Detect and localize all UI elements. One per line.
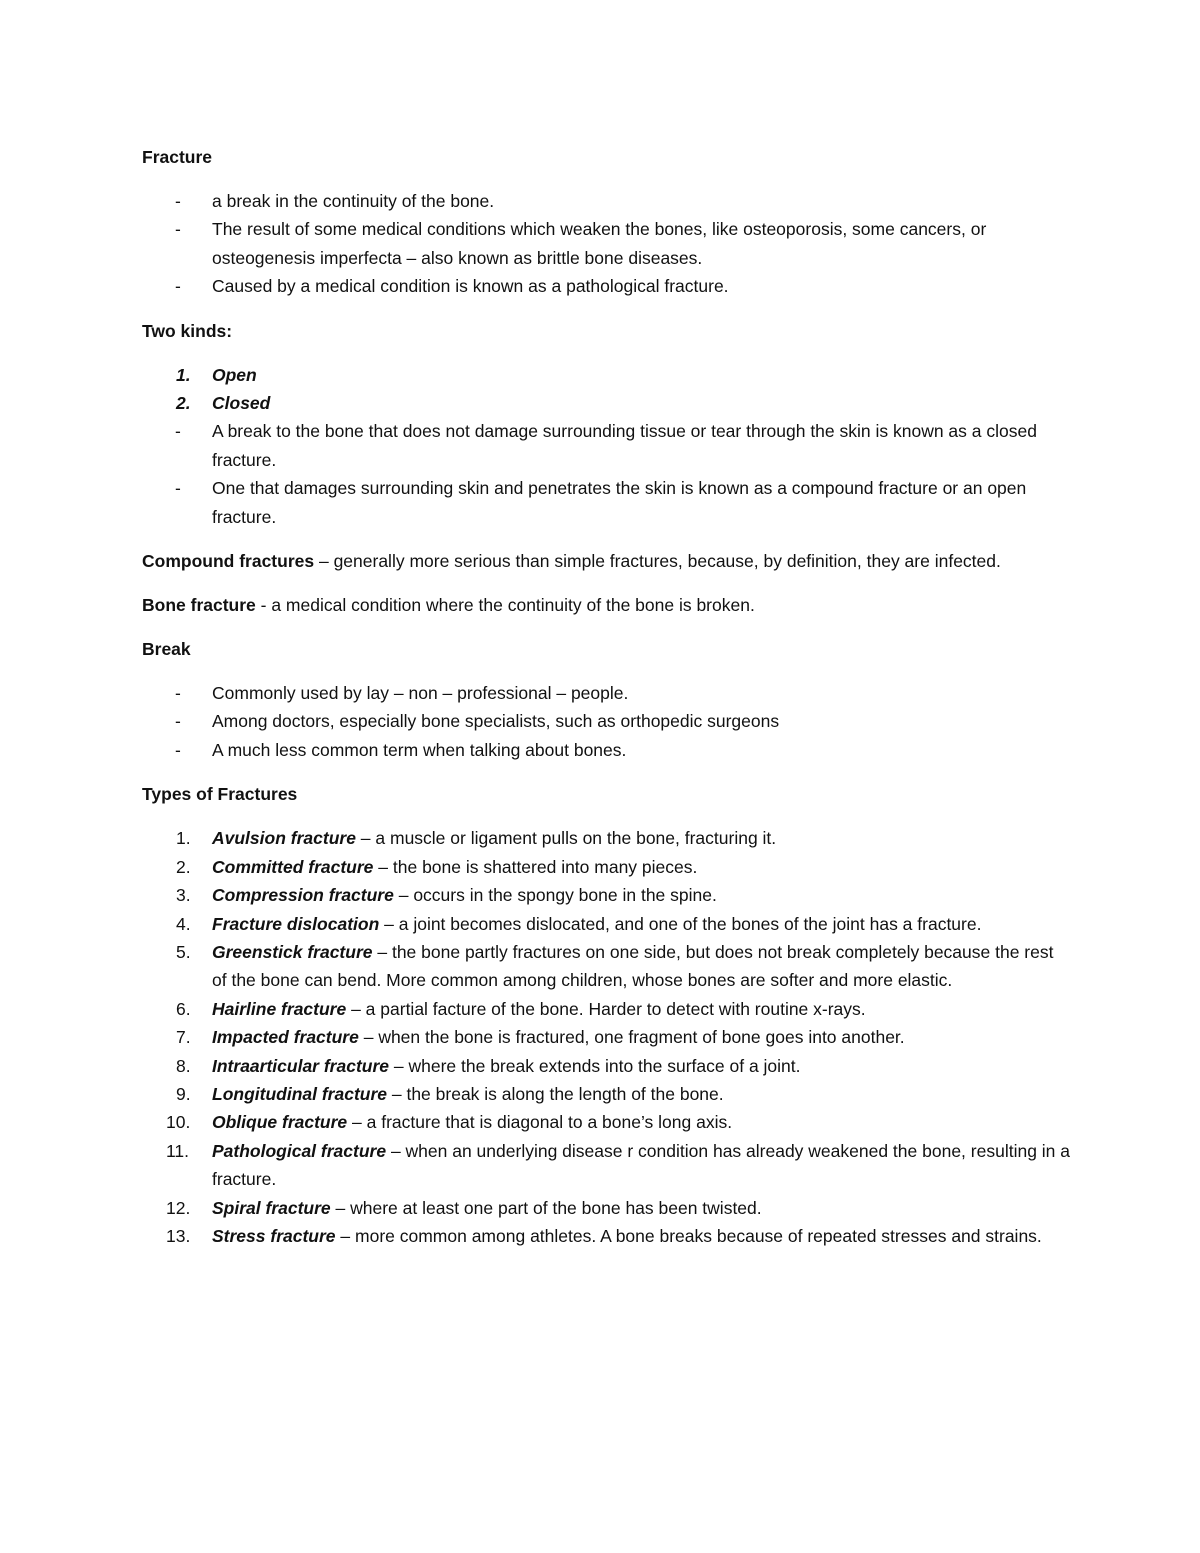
dash-marker: - — [175, 421, 181, 442]
bullet-item: - A break to the bone that does not damage surrounding tissue or tear through the skin is known as a closed fracture. — [142, 417, 1072, 474]
dash-marker: - — [175, 191, 181, 211]
bullet-item: - One that damages surrounding skin and penetrates the skin is known as a compound fracture or an open fracture. — [142, 474, 1072, 531]
bullet-item: - Among doctors, especially bone specialists, such as orthopedic surgeons — [142, 707, 1072, 735]
list-item: 12. Spiral fracture – where at least one part of the bone has been twisted. — [166, 1197, 762, 1218]
list-item: 8. Intraarticular fracture – where the break extends into the surface of a joint. — [176, 1055, 801, 1076]
list-item: 5. Greenstick fracture – the bone partly fractures on one side, but does not break completely because the rest of the bone can bend. More common among children, whose bones are softer and more elastic. — [176, 941, 1054, 991]
list-item: 1. Open — [176, 364, 257, 385]
bullet-item: - a break in the continuity of the bone. — [142, 187, 1072, 215]
bone-fracture-paragraph: Bone fracture - a medical condition where the continuity of the bone is broken. — [142, 595, 755, 616]
list-item: 3. Compression fracture – occurs in the spongy bone in the spine. — [176, 885, 717, 906]
heading-fracture: Fracture — [142, 147, 213, 167]
list-item: 2. Committed fracture – the bone is shattered into many pieces. — [176, 856, 698, 877]
dash-marker: - — [175, 478, 181, 499]
bullet-item: - The result of some medical conditions which weaken the bones, like osteoporosis, some cancers, or osteogenesis imperfecta – also known as brittle bone diseases. — [142, 215, 1072, 272]
list-item: 10. Oblique fracture – a fracture that is diagonal to a bone’s long axis. — [166, 1112, 733, 1133]
bullet-item: - Caused by a medical condition is known as a pathological fracture. — [142, 272, 1072, 300]
compound-fractures-paragraph: Compound fractures – generally more serious than simple fractures, because, by definition, they are infected. — [142, 551, 1001, 572]
list-item: 13. Stress fracture – more common among athletes. A bone breaks because of repeated stresses and strains. — [166, 1225, 1042, 1246]
list-item: 7. Impacted fracture – when the bone is fractured, one fragment of bone goes into another. — [176, 1027, 905, 1048]
dash-marker: - — [175, 219, 181, 240]
dash-marker: - — [175, 711, 181, 732]
fracture-types-list — [142, 824, 1072, 1250]
list-item: 2. Closed — [176, 393, 271, 414]
list-item: 6. Hairline fracture – a partial facture of the bone. Harder to detect with routine x-rays. — [176, 998, 866, 1019]
bullet-item: - A much less common term when talking about bones. — [142, 736, 1072, 764]
list-item: 11. Pathological fracture – when an underlying disease r condition has already weakened the bone, resulting in a fracture. — [166, 1140, 1071, 1190]
dash-marker: - — [175, 739, 181, 760]
two-kinds-bullets — [142, 417, 1072, 531]
list-item: 4. Fracture dislocation – a joint becomes dislocated, and one of the bones of the joint has a fracture. — [176, 913, 982, 934]
bullet-item: - Commonly used by lay – non – professional – people. — [142, 679, 1072, 707]
document-body — [142, 143, 1072, 1266]
dash-marker: - — [175, 683, 181, 704]
heading-break: Break — [142, 639, 191, 660]
dash-marker: - — [175, 276, 181, 297]
two-kinds-list — [142, 361, 1072, 418]
fracture-bullets — [142, 187, 1072, 301]
list-item: 1. Avulsion fracture – a muscle or ligament pulls on the bone, fracturing it. — [176, 828, 777, 849]
break-bullets — [142, 679, 1072, 764]
heading-types-of-fractures: Types of Fractures — [142, 784, 298, 805]
heading-two-kinds: Two kinds: — [142, 320, 233, 341]
list-item: 9. Longitudinal fracture – the break is along the length of the bone. — [176, 1083, 724, 1104]
